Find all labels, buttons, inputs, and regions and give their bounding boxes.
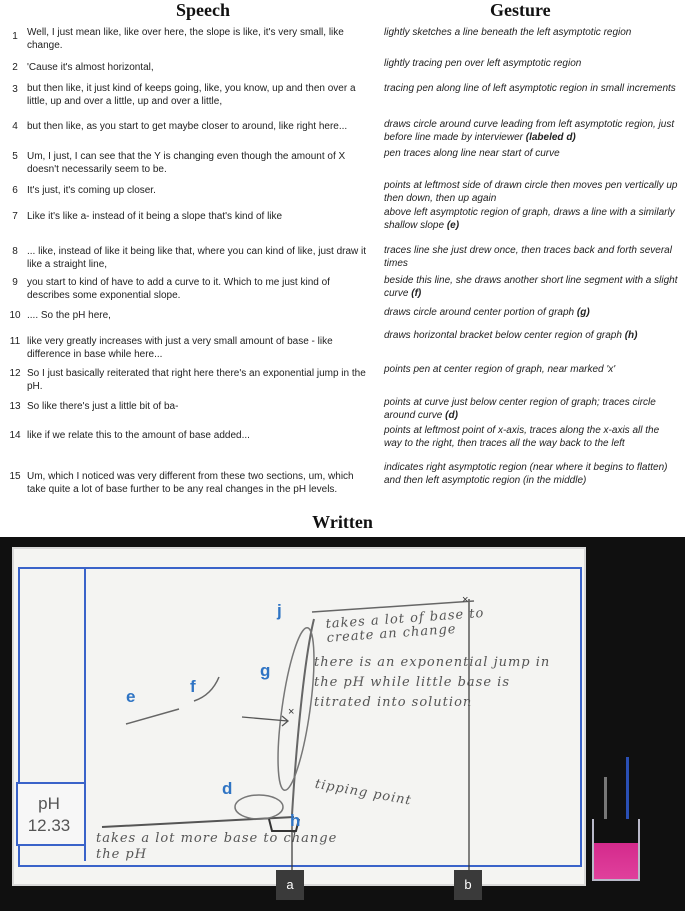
row-number: 3 [12, 84, 18, 95]
gesture-text: lightly tracing pen over left asymptotic region [384, 58, 582, 69]
speech-text: but then like, as you start to get maybe closer to around, like right here... [27, 121, 348, 132]
gesture-text: draws horizontal bracket below center region of graph (h) [384, 330, 638, 341]
speech-text: .... So the pH here, [27, 310, 111, 321]
gesture-text: points at leftmost side of drawn circle then moves pen vertically up then down, then up again [384, 180, 678, 204]
row-number: 11 [9, 336, 21, 347]
beaker [592, 819, 640, 881]
x-mark-top: × [462, 594, 469, 606]
speech-text: but then like, it just kind of keeps going, like, you know, up and then over a little, up and over a little, up and over a little, [27, 83, 356, 107]
gesture-text: draws circle around center portion of graph (g) [384, 307, 590, 318]
row-number: 15 [9, 471, 21, 482]
ph-value: 12.33 [27, 816, 71, 835]
gesture-text: points pen at center region of graph, near marked 'x' [384, 364, 616, 375]
note-bottom: takes a lot more base to change the pH [96, 831, 338, 862]
line-f [194, 677, 219, 701]
gesture-text: points at leftmost point of x-axis, traces along the x-axis all the way to the right, then traces all the way back to the left [384, 425, 660, 449]
written-header: Written [312, 512, 373, 532]
row-number: 1 [12, 31, 18, 42]
circle-d [235, 795, 283, 819]
note-middle: there is an exponential jump in the pH while little base is titrated into solution [314, 655, 551, 710]
row-number: 13 [9, 401, 21, 412]
line-e [126, 709, 179, 724]
row-number: 5 [12, 151, 18, 162]
whiteboard-photo [0, 537, 685, 911]
gesture-text: tracing pen along line of left asymptotic region in small increments [384, 83, 676, 94]
speech-text: ... like, instead of like it being like that, where you can kind of like, just draw it like a straight line, [27, 246, 367, 270]
speech-text: you start to kind of have to add a curve to it. Which to me just kind of describes some exponential slope. [27, 277, 330, 301]
label-e: e [126, 687, 136, 706]
label-f: f [190, 677, 196, 696]
row-number: 14 [9, 430, 21, 441]
axis-label-a: a [276, 870, 304, 900]
gesture-text: indicates right asymptotic region (near where it begins to flatten) and then left asymptotic region (in the middle) [384, 462, 668, 486]
row-number: 6 [12, 185, 18, 196]
gesture-text: traces line she just drew once, then traces back and forth several times [384, 245, 672, 269]
gesture-header: Gesture [490, 0, 551, 20]
gesture-text: above left asymptotic region of graph, draws a line with a similarly shallow slope (e) [384, 207, 675, 231]
speech-text: Like it's like a- instead of it being a slope that's kind of like [27, 211, 283, 222]
label-j: j [277, 601, 282, 620]
row-number: 7 [12, 211, 18, 222]
note-top: takes a lot of base to create an change [325, 605, 485, 646]
speech-text: It's just, it's coming up closer. [27, 185, 156, 196]
row-number: 9 [12, 277, 18, 288]
axis-label-b: b [454, 870, 482, 900]
label-h: h [290, 811, 301, 830]
speech-header: Speech [176, 0, 230, 20]
label-g: g [260, 661, 271, 680]
gesture-text: lightly sketches a line beneath the left asymptotic region [384, 27, 632, 38]
speech-text: like very greatly increases with just a very small amount of base - like difference in base while here... [27, 336, 333, 360]
ph-label: pH [38, 794, 60, 813]
gesture-text: points at curve just below center region of graph; traces circle around curve (d) [384, 397, 656, 421]
gesture-text: beside this line, she draws another short line segment with a slight curve (f) [384, 275, 678, 299]
row-number: 4 [12, 121, 18, 132]
speech-text: Um, which I noticed was very different from these two sections, um, which take quite a lot of base further to be any real changes in the pH levels. [27, 471, 354, 495]
speech-text: 'Cause it's almost horizontal, [27, 62, 154, 73]
gesture-text: pen traces along line near start of curve [384, 148, 560, 159]
note-tipping: tipping point [313, 776, 413, 809]
speech-text: like if we relate this to the amount of base added... [27, 430, 250, 441]
speech-text: So like there's just a little bit of ba- [27, 401, 179, 412]
speech-text: Um, I just, I can see that the Y is changing even though the amount of X doesn't necessarily seem to be. [27, 151, 346, 175]
row-number: 10 [9, 310, 21, 321]
gesture-text: draws circle around curve leading from left asymptotic region, just before line made by interviewer (labeled d) [384, 119, 675, 143]
speech-text: So I just basically reiterated that right here there's an exponential jump in the pH. [27, 368, 366, 392]
row-number: 12 [9, 368, 21, 379]
label-d: d [222, 779, 233, 798]
x-mark-mid: × [288, 706, 295, 718]
speech-text: Well, I just mean like, like over here, the slope is like, it's very small, like change. [27, 27, 344, 51]
projected-screen [12, 547, 586, 886]
row-number: 8 [12, 246, 18, 257]
row-number: 2 [12, 62, 18, 73]
